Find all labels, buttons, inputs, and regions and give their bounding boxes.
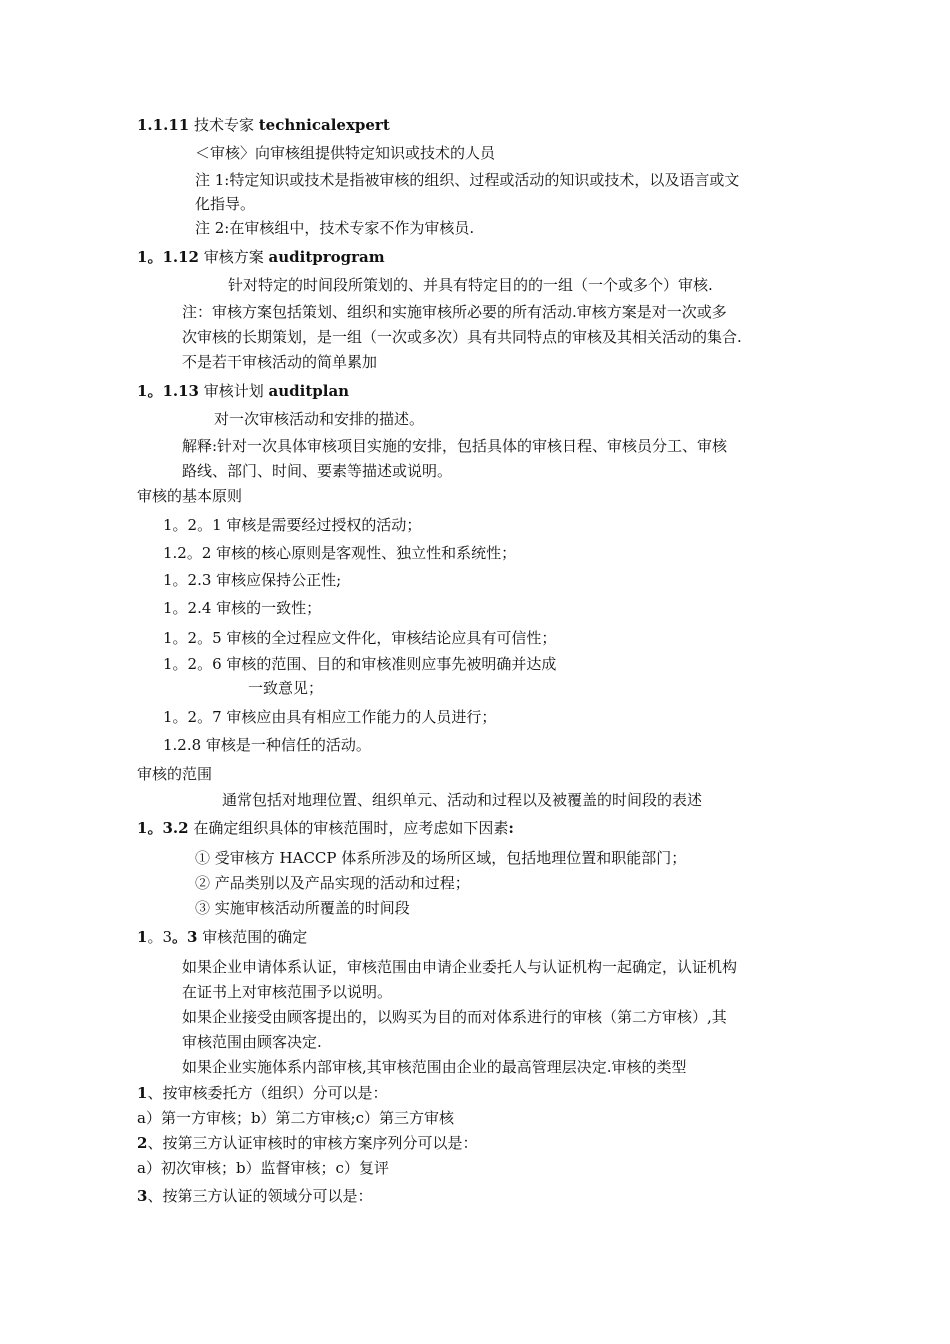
paragraph-text: 在证书上对审核范围予以说明。 [182, 983, 393, 1001]
definition-text: 针对特定的时间段所策划的、并具有特定目的的一组（一个或多个）审核. [228, 276, 713, 294]
paragraph-text: 审核范围由顾客决定. [182, 1033, 322, 1051]
definition-text: ＜审核〉向审核组提供特定知识或技术的人员 [195, 144, 496, 162]
principle-item: 1。2。1 审核是需要经过授权的活动； [163, 516, 422, 534]
paragraph-text: 如果企业申请体系认证，审核范围由申请企业委托人与认证机构一起确定，认证机构 [182, 958, 738, 976]
audit-type-heading: 2、按第三方认证审核时的审核方案序列分可以是： [137, 1134, 478, 1152]
audit-type-heading: 1、按审核委托方（组织）分可以是： [137, 1084, 388, 1102]
section-heading-scope: 审核的范围 [137, 765, 213, 783]
explanation-text: 解释:针对一次具体审核项目实施的安排，包括具体的审核日程、审核员分工、审核 [182, 437, 728, 455]
factor-item: ③ 实施审核活动所覆盖的时间段 [195, 899, 410, 917]
paragraph-text: 如果企业实施体系内部审核,其审核范围由企业的最高管理层决定.审核的类型 [182, 1058, 687, 1076]
principle-item: 1。2。7 审核应由具有相应工作能力的人员进行； [163, 708, 497, 726]
note-text: 注 1:特定知识或技术是指被审核的组织、过程或活动的知识或技术，以及语言或文 [195, 171, 740, 189]
audit-type-options: a）初次审核；b）监督审核；c）复评 [137, 1159, 389, 1177]
note-text: 注 2:在审核组中，技术专家不作为审核员. [195, 219, 475, 237]
heading-audit-program: 1。1.12 审核方案 auditprogram [137, 248, 385, 266]
audit-type-options: a）第一方审核；b）第二方审核;c）第三方审核 [137, 1109, 455, 1127]
heading-scope-determination: 1。3。3 审核范围的确定 [137, 928, 308, 946]
note-text: 注：审核方案包括策划、组织和实施审核所必要的所有活动.审核方案是对一次或多 [182, 303, 727, 321]
principle-item: 1。2.3 审核应保持公正性; [163, 571, 342, 589]
definition-text: 对一次审核活动和安排的描述。 [214, 410, 425, 428]
audit-type-heading: 3、按第三方认证的领域分可以是： [137, 1187, 373, 1205]
section-heading-principles: 审核的基本原则 [137, 487, 243, 505]
note-text: 不是若干审核活动的简单累加 [182, 353, 378, 371]
paragraph-text: 如果企业接受由顾客提出的，以购买为目的而对体系进行的审核（第二方审核）,其 [182, 1008, 727, 1026]
heading-audit-plan: 1。1.13 审核计划 auditplan [137, 382, 350, 400]
heading-technical-expert: 1.1.11 技术专家 technicalexpert [137, 116, 390, 134]
heading-scope-factors: 1。3.2 在确定组织具体的审核范围时，应考虑如下因素: [137, 819, 514, 837]
principle-item: 1.2.8 审核是一种信任的活动。 [163, 736, 371, 754]
note-text: 化指导。 [195, 195, 256, 213]
principle-item-continuation: 一致意见； [248, 679, 324, 697]
explanation-text: 路线、部门、时间、要素等描述或说明。 [182, 462, 453, 480]
principle-item: 1.2。2 审核的核心原则是客观性、独立性和系统性； [163, 544, 517, 562]
principle-item: 1。2.4 审核的一致性； [163, 599, 322, 617]
principle-item: 1。2。6 审核的范围、目的和审核准则应事先被明确并达成 [163, 655, 557, 673]
note-text: 次审核的长期策划，是一组（一次或多次）具有共同特点的审核及其相关活动的集合. [182, 328, 742, 346]
definition-text: 通常包括对地理位置、组织单元、活动和过程以及被覆盖的时间段的表述 [222, 791, 703, 809]
factor-item: ② 产品类别以及产品实现的活动和过程； [195, 874, 470, 892]
principle-item: 1。2。5 审核的全过程应文件化，审核结论应具有可信性； [163, 629, 557, 647]
factor-item: ① 受审核方 HACCP 体系所涉及的场所区域，包括地理位置和职能部门； [195, 849, 687, 867]
